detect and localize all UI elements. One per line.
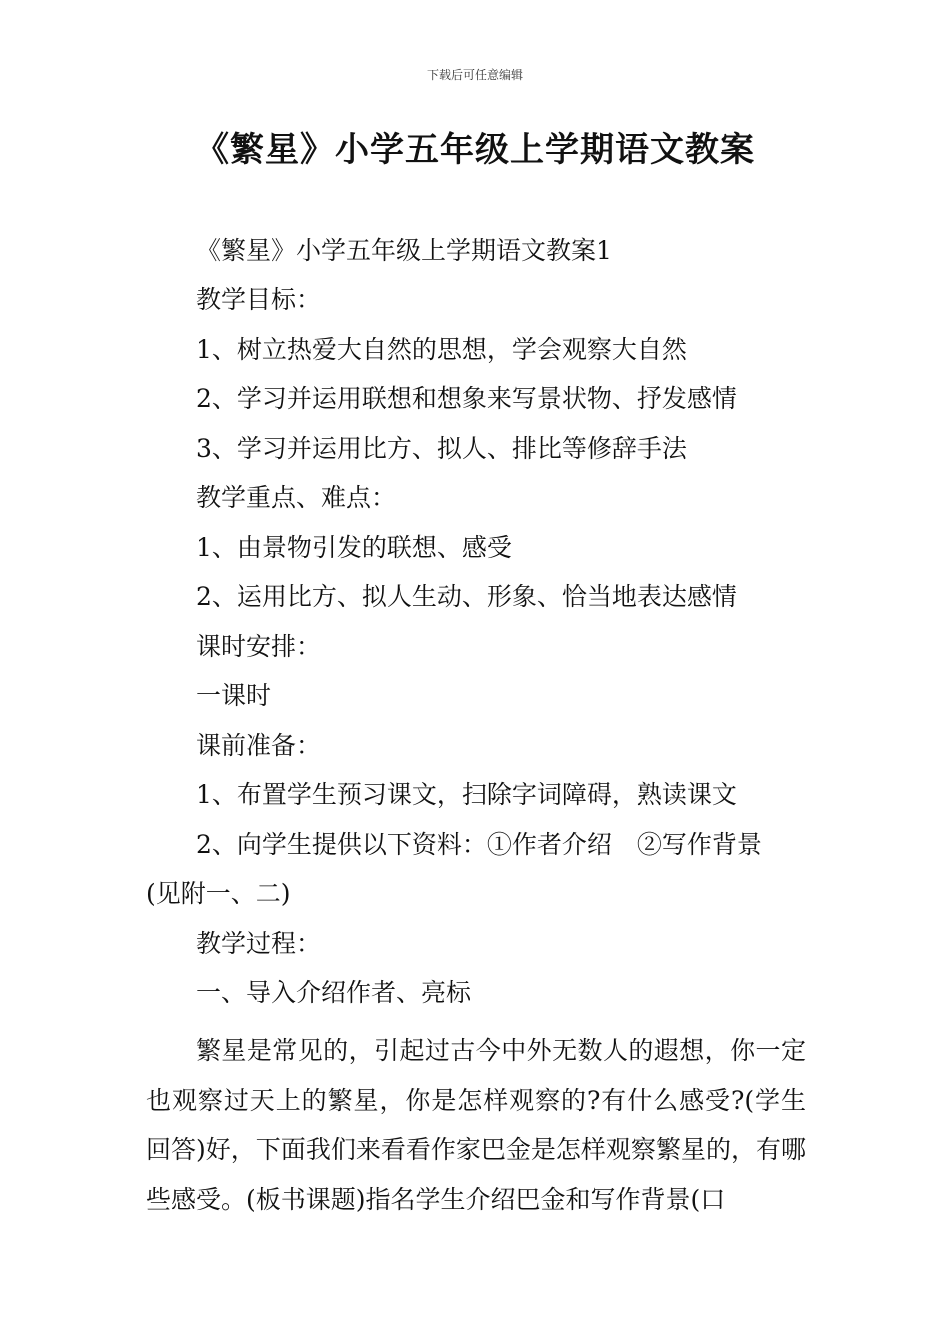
label-teaching-process: 教学过程： <box>196 929 322 958</box>
preparation-item: 2、向学生提供以下资料：①作者介绍 ②写作背景 <box>196 830 762 859</box>
label-key-points: 教学重点、难点： <box>196 483 397 512</box>
page-header-note: 下载后可任意编辑 <box>426 68 523 82</box>
key-point-item: 2、运用比方、拟人生动、形象、恰当地表达感情 <box>196 582 737 611</box>
preparation-item-continued: (见附一、二) <box>146 879 291 908</box>
section-heading: 《繁星》小学五年级上学期语文教案1 <box>196 236 612 265</box>
document-title: 《繁星》小学五年级上学期语文教案 <box>195 130 755 170</box>
label-preparation: 课前准备： <box>196 731 322 760</box>
goal-item: 2、学习并运用联想和想象来写景状物、抒发感情 <box>196 384 737 413</box>
goal-item: 1、树立热爱大自然的思想，学会观察大自然 <box>196 335 687 364</box>
preparation-item: 1、布置学生预习课文，扫除字词障碍，熟读课文 <box>196 780 737 809</box>
label-teaching-goals: 教学目标： <box>196 285 322 314</box>
key-point-item: 1、由景物引发的联想、感受 <box>196 533 512 562</box>
schedule-value: 一课时 <box>196 681 272 710</box>
label-schedule: 课时安排： <box>196 632 322 661</box>
goal-item: 3、学习并运用比方、拟人、排比等修辞手法 <box>196 434 687 463</box>
body-paragraph: 繁星是常见的，引起过古今中外无数人的遐想，你一定也观察过天上的繁星，你是怎样观察的?有什么感受?(学生回答)好，下面我们来看看作家巴金是怎样观察繁星的，有哪些感受。(板书课题)指名学生介绍巴金和写作背景(口 <box>146 1036 806 1214</box>
process-step-heading: 一、导入介绍作者、亮标 <box>196 978 472 1007</box>
